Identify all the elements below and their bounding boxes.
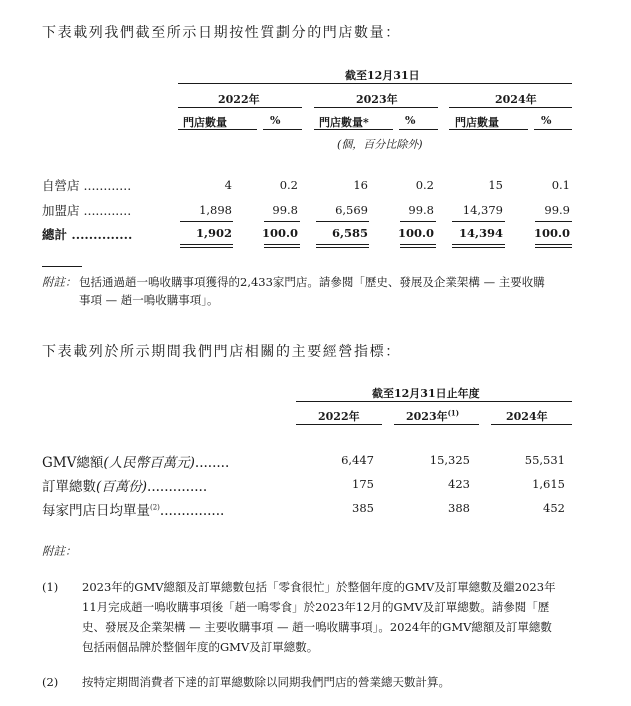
note-2-marker: (2) [42, 675, 59, 689]
t1-rule-total [535, 244, 572, 248]
t1-total-cell: 100.0 [533, 226, 570, 240]
t1-rule-sub [449, 129, 528, 130]
t2-row-label: 訂單總數(百萬份).............. [42, 479, 208, 495]
intro-stores-by-type: 下表載列我們截至所示日期按性質劃分的門店數量： [42, 25, 401, 41]
t1-cell: 99.8 [272, 203, 298, 217]
t2-rule-top [296, 401, 572, 402]
t1-note-label: 附註： [42, 275, 77, 289]
t1-total-cell: 100.0 [261, 226, 298, 240]
t1-row-label: 加盟店 ............ [42, 203, 132, 218]
t1-rule-total [180, 244, 233, 248]
note-1-marker: (1) [42, 580, 59, 594]
t1-col-pct-2024: % [541, 114, 552, 127]
t2-cell: 385 [352, 501, 374, 515]
note-1-line: 包括兩個品牌於整個年度的GMV及訂單總數。 [82, 640, 319, 654]
t1-cell: 16 [353, 178, 368, 192]
t1-period-header: 截至12月31日 [345, 69, 420, 82]
t1-total-cell: 1,902 [195, 226, 232, 240]
t2-cell: 1,615 [532, 477, 565, 491]
t2-cell: 175 [352, 477, 374, 491]
t1-cell: 6,569 [335, 203, 368, 217]
t1-year-2023: 2023年 [356, 93, 398, 106]
t2-rule-sub [491, 424, 572, 425]
t1-rule-sum [264, 221, 300, 222]
t1-col-count-2023: 門店數量* [319, 116, 369, 129]
t1-unit-note: (個，百分比除外) [337, 138, 423, 151]
t2-year-2024: 2024年 [506, 410, 548, 423]
t1-row-label: 自營店 ............ [42, 178, 132, 193]
t1-rule-sub [263, 129, 302, 130]
t1-rule-2022 [178, 107, 302, 108]
t1-rule-total [400, 244, 436, 248]
t1-total-cell: 6,585 [331, 226, 368, 240]
t2-cell: 6,447 [341, 453, 374, 467]
t1-cell: 4 [224, 178, 232, 192]
t2-rule-sub [296, 424, 382, 425]
t1-cell: 99.9 [544, 203, 570, 217]
t1-rule-sub [178, 129, 257, 130]
t1-cell: 0.1 [551, 178, 570, 192]
t1-rule-sum [316, 221, 369, 222]
note-1-line: 史、發展及企業架構 — 主要收購事項 — 趙一鳴收購事項」。2024年的GMV總額及訂單總數 [82, 620, 552, 634]
t1-rule-sub [314, 129, 393, 130]
t1-rule-total [452, 244, 505, 248]
t2-cell: 55,531 [524, 453, 565, 467]
t1-cell: 99.8 [408, 203, 434, 217]
t1-note-line: 包括通過趙一鳴收購事項獲得的2,433家門店。請參閱「歷史、發展及企業架構 — 主要收購 [79, 275, 545, 289]
t1-cell: 0.2 [415, 178, 434, 192]
intro-operating-metrics: 下表載列於所示期間我們門店相關的主要經營指標： [42, 344, 401, 360]
t1-col-count-2024: 門店數量 [455, 116, 499, 129]
t2-cell: 423 [448, 477, 470, 491]
t1-col-count-2022: 門店數量 [183, 116, 227, 129]
t1-rule-top [178, 83, 572, 84]
t1-cell: 15 [488, 178, 503, 192]
t1-cell: 1,898 [199, 203, 232, 217]
note-1-line: 2023年的GMV總額及訂單總數包括「零食很忙」於整個年度的GMV及訂單總數及繼2023年 [82, 580, 556, 594]
t2-row-label: 每家門店日均單量$^{(2)}$............... [42, 503, 225, 519]
t2-period-header: 截至12月31日止年度 [372, 387, 480, 400]
t1-year-2022: 2022年 [218, 93, 260, 106]
t1-total-cell: 14,394 [458, 226, 503, 240]
t1-note-line: 事項 — 趙一鳴收購事項」。 [79, 293, 219, 307]
t2-rule-sub [394, 424, 479, 425]
t1-rule-sum [452, 221, 505, 222]
t1-rule-sub [534, 129, 572, 130]
t1-cell: 14,379 [462, 203, 503, 217]
t1-year-2024: 2024年 [495, 93, 537, 106]
t1-col-pct-2022: % [270, 114, 281, 127]
t1-total-label: 總計 .............. [42, 227, 133, 242]
t2-year-2022: 2022年 [318, 410, 360, 423]
note-2-text: 按特定期間消費者下達的訂單總數除以同期我們門店的營業總天數計算。 [82, 675, 450, 689]
t2-row-label: GMV總額(人民幣百萬元)........ [42, 455, 230, 471]
t1-rule-sum [400, 221, 436, 222]
t1-rule-sub [399, 129, 438, 130]
note-rule [42, 266, 82, 267]
t1-cell: 0.2 [279, 178, 298, 192]
t2-cell: 452 [543, 501, 565, 515]
notes-label: 附註： [42, 544, 77, 558]
t1-rule-total [316, 244, 369, 248]
t2-cell: 15,325 [429, 453, 470, 467]
t1-rule-sum [535, 221, 572, 222]
t1-rule-2023 [314, 107, 438, 108]
t2-year-2023: 2023年$^{(1)}$ [406, 408, 460, 423]
note-1-line: 11月完成趙一鳴收購事項後「趙一鳴零食」於2023年12月的GMV及訂單總數。請參閱「歷 [82, 600, 550, 614]
t1-rule-sum [180, 221, 233, 222]
t2-cell: 388 [448, 501, 470, 515]
t1-rule-2024 [449, 107, 572, 108]
t1-total-cell: 100.0 [397, 226, 434, 240]
t1-col-pct-2023: % [405, 114, 416, 127]
t1-rule-total [264, 244, 300, 248]
